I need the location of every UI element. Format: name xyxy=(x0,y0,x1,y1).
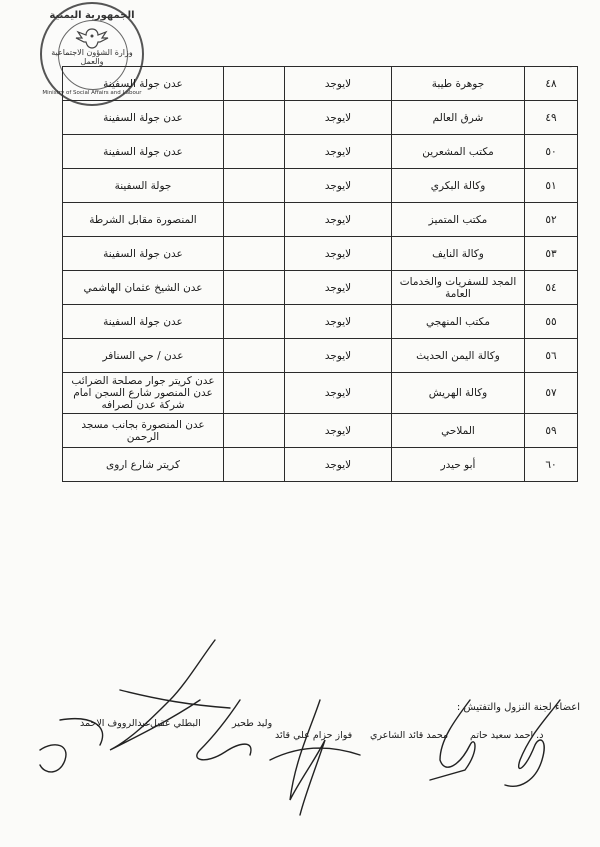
license-status: لايوجد xyxy=(285,101,392,135)
agency-name: مكتب المتميز xyxy=(392,203,525,237)
row-number: ٥١ xyxy=(525,169,578,203)
address-line-1: عدن كريتر جوار مصلحة الضرائب xyxy=(71,375,215,387)
agency-name: المجد للسفريات والخدمات العامة xyxy=(392,271,525,305)
empty-cell xyxy=(224,237,285,271)
row-number: ٥٧ xyxy=(525,373,578,414)
agency-address xyxy=(63,373,224,414)
license-status: لايوجد xyxy=(285,339,392,373)
empty-cell xyxy=(224,305,285,339)
agency-name: وكالة اليمن الحديث xyxy=(392,339,525,373)
license-status: لايوجد xyxy=(285,169,392,203)
agency-address: المنصورة مقابل الشرطة xyxy=(63,203,224,237)
table-row xyxy=(63,305,578,339)
agency-address: عدن جولة السفينة xyxy=(63,101,224,135)
table-row xyxy=(63,271,578,305)
empty-cell xyxy=(224,373,285,414)
table-row xyxy=(63,101,578,135)
agency-address: عدن المنصورة بجانب مسجد الرحمن xyxy=(63,414,224,448)
empty-cell xyxy=(224,67,285,101)
row-number: ٥٣ xyxy=(525,237,578,271)
agency-address: عدن جولة السفينة xyxy=(63,237,224,271)
row-number: ٤٨ xyxy=(525,67,578,101)
agency-address: جولة السفينة xyxy=(63,169,224,203)
empty-cell xyxy=(224,169,285,203)
signature-3 xyxy=(270,700,360,815)
committee-member: محمد قائد الشاعري xyxy=(370,730,449,741)
seal-bottom-text: Ministry of Social Affairs and Labour xyxy=(42,90,142,96)
table-row xyxy=(63,67,578,101)
table-row xyxy=(63,169,578,203)
empty-cell xyxy=(224,203,285,237)
agency-name: مكتب المنهجي xyxy=(392,305,525,339)
agency-address: عدن الشيخ عثمان الهاشمي xyxy=(63,271,224,305)
agency-name: شرق العالم xyxy=(392,101,525,135)
agency-name: وكالة البكري xyxy=(392,169,525,203)
row-number: ٥٦ xyxy=(525,339,578,373)
row-number: ٥٢ xyxy=(525,203,578,237)
table-row xyxy=(63,339,578,373)
agency-address: عدن جولة السفينة xyxy=(63,135,224,169)
license-status: لايوجد xyxy=(285,237,392,271)
committee-member: عبدالرووف الاحمد xyxy=(80,718,151,729)
empty-cell xyxy=(224,414,285,448)
agency-address: عدن / حي السنافر xyxy=(63,339,224,373)
agency-address: عدن جولة السفينة xyxy=(63,305,224,339)
row-number: ٥٤ xyxy=(525,271,578,305)
committee-member: وليد طحير xyxy=(232,718,273,729)
license-status: لايوجد xyxy=(285,373,392,414)
table-row xyxy=(63,414,578,448)
seal-top-text: الجمهورية اليمنية xyxy=(49,10,135,21)
empty-cell xyxy=(224,101,285,135)
seal-middle-text: وزارة الشؤون الاجتماعية والعمل xyxy=(51,48,133,66)
empty-cell xyxy=(224,135,285,169)
corner-mark: - xyxy=(569,62,572,71)
committee-member: فواز حزام علي قائد xyxy=(275,730,353,741)
agencies-table xyxy=(62,66,578,482)
agency-name: جوهرة طيبة xyxy=(392,67,525,101)
license-status: لايوجد xyxy=(285,135,392,169)
address-line-2: عدن المنصور شارع السجن امام شركة عدن لصرافه xyxy=(73,387,213,411)
row-number: ٦٠ xyxy=(525,448,578,482)
row-number: ٥٥ xyxy=(525,305,578,339)
table-row xyxy=(63,135,578,169)
signature-4 xyxy=(197,700,251,760)
license-status: لايوجد xyxy=(285,305,392,339)
license-status: لايوجد xyxy=(285,414,392,448)
agency-name: الملاحي xyxy=(392,414,525,448)
row-number: ٥٠ xyxy=(525,135,578,169)
table-row xyxy=(63,448,578,482)
agency-name: مكتب المشعرين xyxy=(392,135,525,169)
committee-label: اعضاء لجنة النزول والتفتيش : xyxy=(456,702,580,713)
committee-member: البطلي عقيل xyxy=(150,718,201,729)
agency-address: كريتر شارع اروى xyxy=(63,448,224,482)
license-status: لايوجد xyxy=(285,67,392,101)
agency-name: وكالة الهريش xyxy=(392,373,525,414)
empty-cell xyxy=(224,448,285,482)
agency-name: وكالة النايف xyxy=(392,237,525,271)
empty-cell xyxy=(224,339,285,373)
signature-5 xyxy=(110,640,230,750)
license-status: لايوجد xyxy=(285,448,392,482)
agency-address: عدن جولة السفينة xyxy=(63,67,224,101)
license-status: لايوجد xyxy=(285,203,392,237)
committee-member: د. احمد سعيد حاتم xyxy=(470,730,544,741)
agency-name: أبو حيدر xyxy=(392,448,525,482)
empty-cell xyxy=(224,271,285,305)
row-number: ٤٩ xyxy=(525,101,578,135)
table-row xyxy=(63,237,578,271)
license-status: لايوجد xyxy=(285,271,392,305)
table-row xyxy=(63,373,578,414)
table-row xyxy=(63,203,578,237)
row-number: ٥٩ xyxy=(525,414,578,448)
